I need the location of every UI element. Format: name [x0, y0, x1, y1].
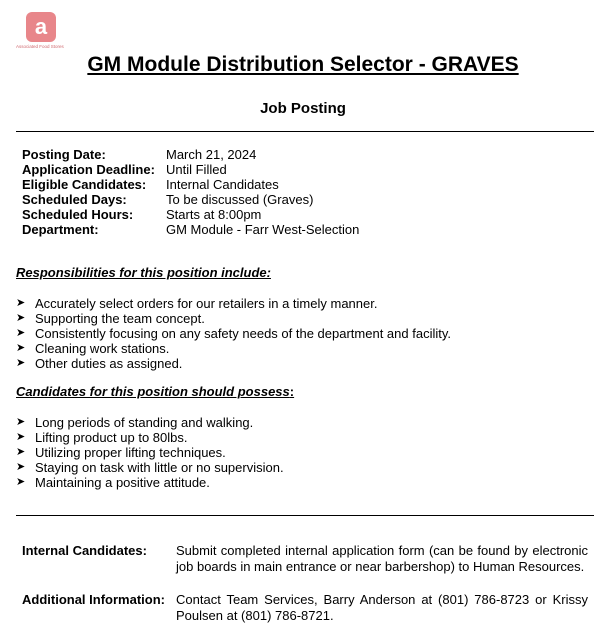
page-title: GM Module Distribution Selector - GRAVES — [87, 53, 519, 76]
arrow-bullet-icon: ➤ — [16, 327, 26, 339]
detail-row — [22, 147, 359, 162]
page-subtitle: Job Posting — [260, 100, 346, 117]
list-item-text: Supporting the team concept. — [35, 311, 205, 326]
arrow-bullet-icon: ➤ — [16, 416, 26, 428]
list-item-text: Consistently focusing on any safety needs of the department and facility. — [35, 326, 451, 341]
detail-row — [22, 222, 359, 237]
candidates-heading — [16, 384, 294, 399]
heading-colon: : — [289, 384, 295, 399]
detail-value: March 21, 2024 — [166, 147, 257, 162]
list-item — [16, 415, 284, 430]
logo-text: Associated Food Stores — [16, 44, 64, 49]
detail-label: Eligible Candidates: — [22, 177, 147, 192]
detail-label: Scheduled Days: — [22, 192, 127, 207]
detail-value: GM Module - Farr West-Selection — [166, 222, 360, 237]
candidates-list — [16, 415, 284, 490]
footer-label: Additional Information: — [22, 592, 165, 607]
list-item-text: Lifting product up to 80lbs. — [35, 430, 188, 445]
logo-mark: a — [26, 12, 56, 42]
list-item — [16, 445, 284, 460]
list-item — [16, 311, 451, 326]
arrow-bullet-icon: ➤ — [16, 342, 26, 354]
footer-value: Contact Team Services, Barry Anderson at (801) 786-8723 or Krissy Poulsen at (801) 786-8721. — [176, 592, 588, 623]
footer-value: Submit completed internal application form (can be found by electronic job boards in main entrance or near barbershop) to Human Resources. — [176, 543, 588, 574]
job-details — [22, 147, 359, 237]
detail-label: Application Deadline: — [22, 162, 155, 177]
list-item — [16, 341, 451, 356]
detail-value: To be discussed (Graves) — [166, 192, 314, 207]
detail-value: Internal Candidates — [166, 177, 279, 192]
detail-row — [22, 192, 359, 207]
arrow-bullet-icon: ➤ — [16, 297, 26, 309]
detail-row — [22, 207, 359, 222]
list-item-text: Accurately select orders for our retailers in a timely manner. — [35, 296, 378, 311]
arrow-bullet-icon: ➤ — [16, 312, 26, 324]
detail-value: Starts at 8:00pm — [166, 207, 262, 222]
detail-label: Department: — [22, 222, 99, 237]
footer-row — [22, 592, 588, 624]
list-item — [16, 460, 284, 475]
footer-row — [22, 543, 588, 575]
detail-value: Until Filled — [166, 162, 227, 177]
detail-row — [22, 177, 359, 192]
list-item-text: Staying on task with little or no supervision. — [35, 460, 284, 475]
arrow-bullet-icon: ➤ — [16, 431, 26, 443]
list-item-text: Cleaning work stations. — [35, 341, 170, 356]
detail-label: Posting Date: — [22, 147, 106, 162]
detail-row — [22, 162, 359, 177]
responsibilities-list — [16, 296, 451, 371]
list-item-text: Utilizing proper lifting techniques. — [35, 445, 226, 460]
bottom-divider — [16, 515, 594, 516]
arrow-bullet-icon: ➤ — [16, 461, 26, 473]
candidates-heading-text: Candidates for this position should possess — [16, 384, 290, 399]
arrow-bullet-icon: ➤ — [16, 476, 26, 488]
list-item-text: Maintaining a positive attitude. — [35, 475, 210, 490]
top-divider — [16, 131, 594, 132]
arrow-bullet-icon: ➤ — [16, 446, 26, 458]
arrow-bullet-icon: ➤ — [16, 357, 26, 369]
internal-candidates-info — [22, 543, 588, 575]
detail-label: Scheduled Hours: — [22, 207, 134, 222]
list-item — [16, 326, 451, 341]
list-item-text: Other duties as assigned. — [35, 356, 183, 371]
list-item — [16, 356, 451, 371]
responsibilities-heading: Responsibilities for this position include: — [16, 265, 271, 280]
additional-information — [22, 592, 588, 624]
footer-label: Internal Candidates: — [22, 543, 147, 558]
list-item — [16, 296, 451, 311]
list-item — [16, 475, 284, 490]
list-item-text: Long periods of standing and walking. — [35, 415, 254, 430]
company-logo — [16, 12, 76, 49]
list-item — [16, 430, 284, 445]
